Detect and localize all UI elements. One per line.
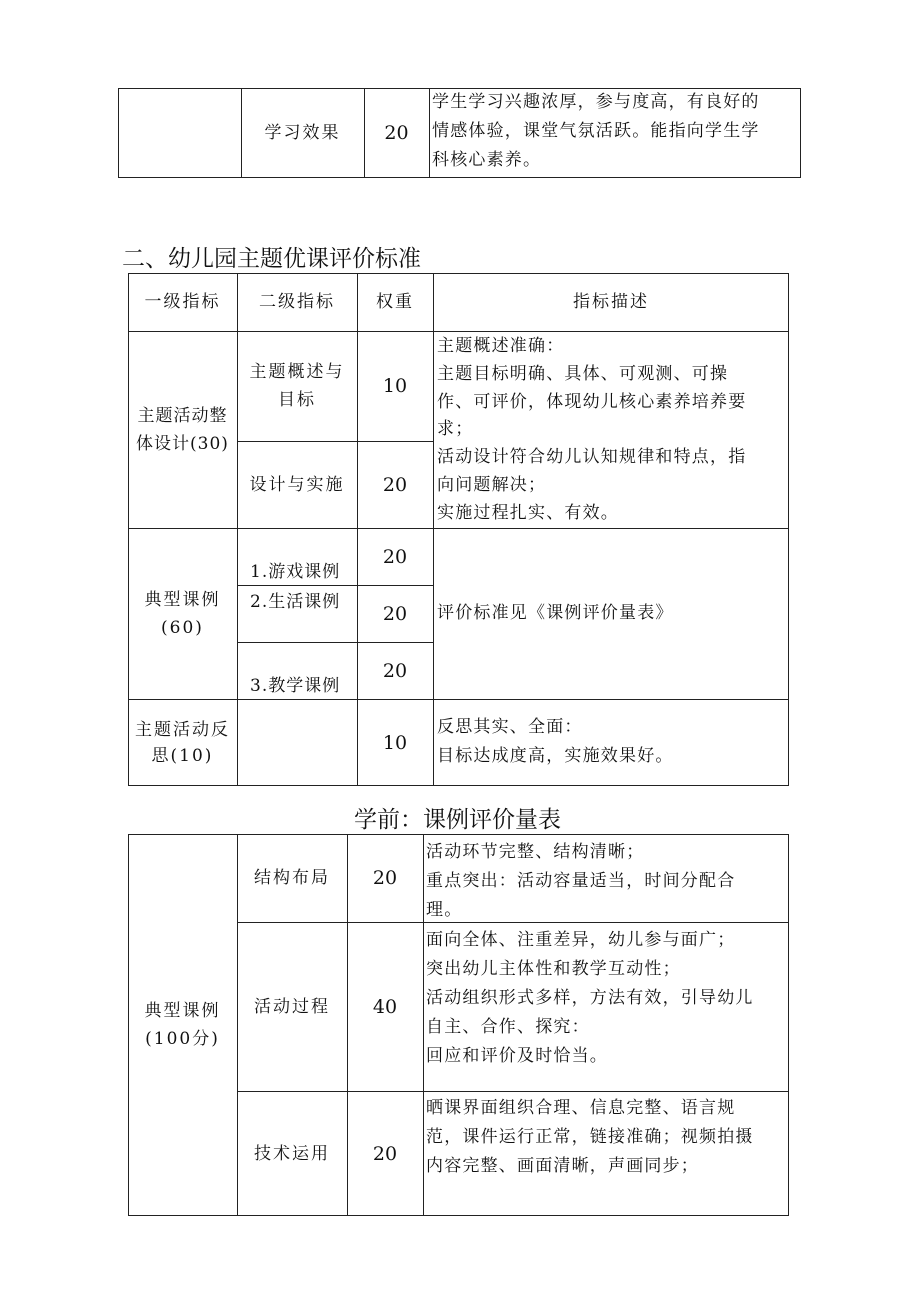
top-row-weight: 20 [384,122,409,144]
group1-sub1-label: 主题概述与 目标 [249,362,345,410]
section3-title: 学前：课例评价量表 [354,807,561,833]
group3-description: 反思其实、全面： 目标达成度高，实施效果好。 [437,717,674,766]
row-technology-description: 晒课界面组织合理、信息完整、语言规 范，课件运行正常，链接准确；视频拍摄 内容完整、画面清晰，声画同步； [426,1098,754,1176]
group2-sub1-weight: 20 [382,545,408,568]
group1-sub1-weight: 10 [382,375,408,397]
row-technology-weight: 20 [372,1142,398,1165]
row-structure-weight: 20 [372,867,398,889]
header-description: 指标描述 [573,292,649,312]
group3-weight: 10 [382,731,408,754]
group2-description: 评价标准见《课例评价量表》 [437,603,674,623]
group1-sub2-label: 设计与实施 [249,474,345,495]
section3-level1: 典型课例 (100分) [144,1001,221,1049]
top-row-level2: 学习效果 [264,123,341,143]
row-process-description: 面向全体、注重差异，幼儿参与面广； 突出幼儿主体性和教学互动性； 活动组织形式多样，方法有效，引导幼儿 自主、合作、探究： 回应和评价及时恰当。 [426,930,754,1066]
group2-sub3-weight: 20 [382,659,408,682]
group2-sub1-label: 1.游戏课例 [250,562,341,582]
group3-level1: 主题活动反 思(10) [135,719,230,766]
header-level1: 一级指标 [144,292,221,312]
section2-title: 二、幼儿园主题优课评价标准 [122,246,421,272]
group1-sub2-weight: 20 [382,473,408,496]
group2-sub3-label: 3.教学课例 [250,676,341,696]
row-process-label: 活动过程 [254,996,330,1017]
group2-sub2-label: 2.生活课例 [250,592,341,612]
header-weight: 权重 [376,292,414,312]
top-row-description: 学生学习兴趣浓厚，参与度高，有良好的 情感体验，课堂气氛活跃。能指向学生学 科核心素养。 [432,92,760,170]
group2-level1: 典型课例 (60) [144,589,221,638]
group2-sub2-weight: 20 [382,602,408,625]
row-technology-label: 技术运用 [254,1143,330,1164]
header-level2: 二级指标 [259,292,335,312]
group1-level1: 主题活动整 体设计(30) [136,405,229,454]
row-structure-description: 活动环节完整、结构清晰； 重点突出：活动容量适当，时间分配合 理。 [426,842,736,920]
row-structure-label: 结构布局 [254,868,330,888]
group1-description: 主题概述准确： 主题目标明确、具体、可观测、可操 作、可评价，体现幼儿核心素养培养要 求； 活动设计符合幼儿认知规律和特点，指 向问题解决； 实施过程扎实、有效。 [437,336,747,523]
row-process-weight: 40 [372,995,398,1018]
